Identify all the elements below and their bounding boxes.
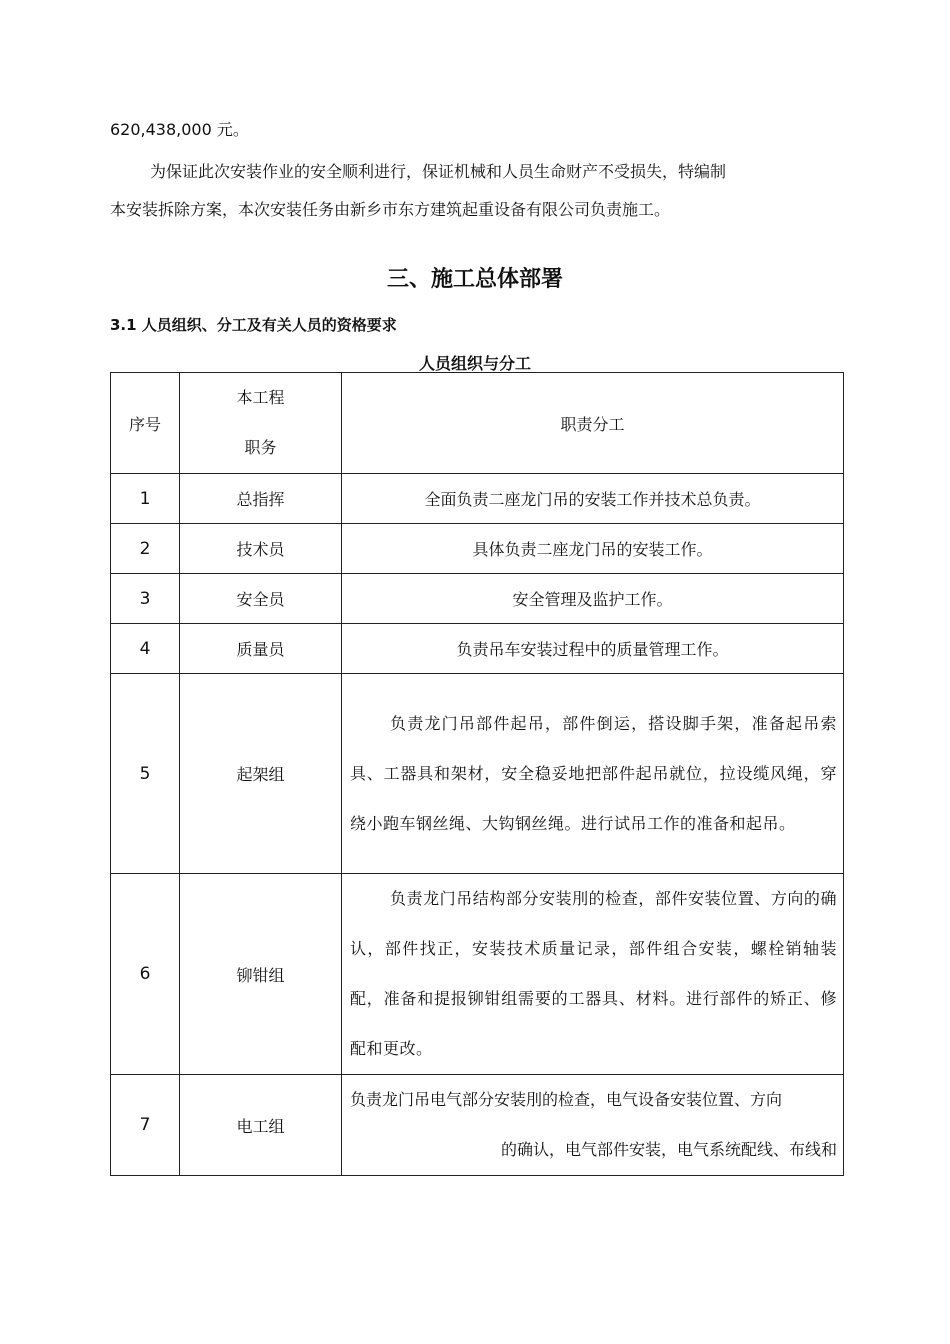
table-row	[111, 674, 844, 874]
row-duty: 具体负责二座龙门吊的安装工作。	[342, 524, 844, 574]
row-no: 7	[111, 1075, 180, 1176]
row-no: 1	[111, 474, 180, 524]
row-no: 6	[111, 874, 180, 1075]
row-role: 电工组	[180, 1075, 342, 1176]
row-duty-text: 负责龙门吊部件起吊，部件倒运，搭设脚手架，准备起吊索具、工器具和架材，安全稳妥地把部件起吊就位，拉设缆风绳，穿绕小跑车钢丝绳、大钩钢丝绳。进行试吊工作的准备和起吊。	[350, 713, 837, 833]
table-row	[111, 874, 844, 1075]
row-no: 3	[111, 574, 180, 624]
table-row	[111, 574, 844, 624]
row-role: 安全员	[180, 574, 342, 624]
table-header-row	[111, 373, 844, 474]
row-role: 总指挥	[180, 474, 342, 524]
row-duty	[342, 874, 844, 1075]
paragraph-purpose-line2: 本安装拆除方案，本次安装任务由新乡市东方建筑起重设备有限公司负责施工。	[110, 200, 671, 219]
table-caption: 人员组织与分工	[418, 354, 531, 373]
row-no: 5	[111, 674, 180, 874]
staff-table	[110, 372, 844, 1176]
row-role: 技术员	[180, 524, 342, 574]
header-role-line1: 本工程	[236, 388, 285, 407]
row-duty: 负责吊车安装过程中的质量管理工作。	[342, 624, 844, 674]
row-no: 4	[111, 624, 180, 674]
row-duty: 安全管理及监护工作。	[342, 574, 844, 624]
row-role: 铆钳组	[180, 874, 342, 1075]
paragraph-amount: 620,438,000 元。	[110, 120, 249, 139]
row-duty	[342, 1075, 844, 1176]
paragraph-purpose	[110, 153, 850, 229]
table-row	[111, 624, 844, 674]
header-role-line2: 职务	[244, 438, 277, 457]
subsection-title: 3.1 人员组织、分工及有关人员的资格要求	[110, 316, 397, 334]
section-title: 三、施工总体部署	[386, 267, 563, 292]
row-no: 2	[111, 524, 180, 574]
row-duty-text: 负责龙门吊结构部分安装刖的检查，部件安装位置、方向的确认，部件找正，安装技术质量记录，部件组合安装，螺栓销轴装配，准备和提报铆钳组需要的工器具、材料。进行部件的矫正、修配和更改。	[350, 889, 837, 1058]
table-row	[111, 524, 844, 574]
header-no: 序号	[111, 373, 180, 474]
row-role: 起架组	[180, 674, 342, 874]
table-row	[111, 1075, 844, 1176]
header-duty: 职责分工	[342, 373, 844, 474]
row-duty: 全面负责二座龙门吊的安装工作并技术总负责。	[342, 474, 844, 524]
header-role	[180, 373, 342, 474]
row-duty-line1: 负责龙门吊电气部分安装刖的检查，电气设备安装位置、方向	[350, 1090, 783, 1109]
row-duty-line2: 的确认，电气部件安装，电气系统配线、布线和	[500, 1140, 837, 1159]
paragraph-purpose-line1: 为保证此次安装作业的安全顺利进行，保证机械和人员生命财产不受损失，特编制	[150, 162, 727, 181]
row-role: 质量员	[180, 624, 342, 674]
row-duty	[342, 674, 844, 874]
table-row	[111, 474, 844, 524]
